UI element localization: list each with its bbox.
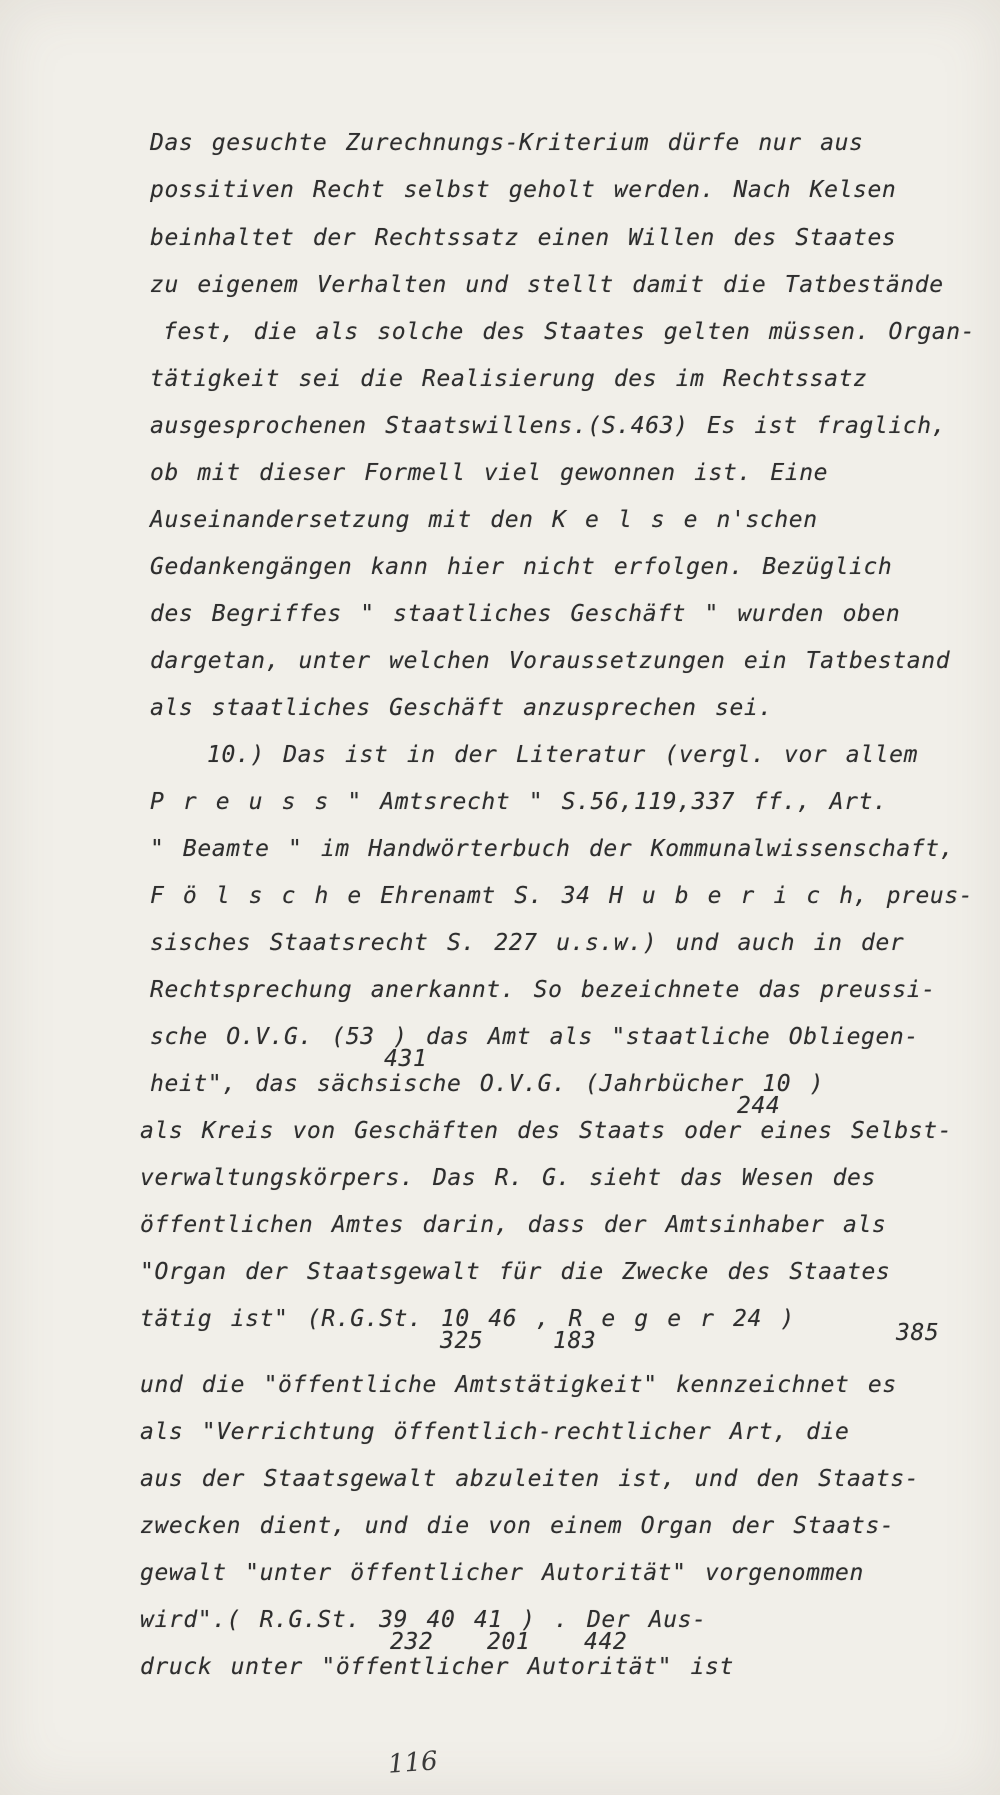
text-line: F ö l s c h e Ehrenamt S. 34 H u b e r i c h, preus- [150,883,974,909]
text-line: ob mit dieser Formell viel gewonnen ist. Eine [150,460,829,486]
text-line: zu eigenem Verhalten und stellt damit die Tatbestände [150,272,944,298]
text-line: Das gesuchte Zurechnungs-Kriterium dürfe nur aus [150,130,864,156]
text-line: aus der Staatsgewalt abzuleiten ist, und den Staats- [140,1466,920,1492]
text-line: 10.) Das ist in der Literatur (vergl. vor allem [207,742,919,768]
text-line: tätigkeit sei die Realisierung des im Rechtssatz [150,366,868,392]
citation-subscript: 442 [584,1629,628,1655]
handwritten-page-number: 116 [387,1746,439,1780]
text-line: als staatliches Geschäft anzusprechen sei. [150,695,773,721]
text-line: sisches Staatsrecht S. 227 u.s.w.) und auch in der [150,930,905,956]
citation-subscript: 183 [553,1328,597,1354]
text-line: Auseinandersetzung mit den K e l s e n'schen [150,507,818,533]
text-line: dargetan, unter welchen Voraussetzungen ein Tatbestand [150,648,951,674]
citation-subscript: 201 [487,1629,531,1655]
text-line: druck unter "öffentlicher Autorität" ist [140,1654,734,1680]
citation-subscript: 385 [896,1320,940,1346]
text-line: als Kreis von Geschäften des Staats oder eines Selbst- [140,1118,953,1144]
text-line: und die "öffentliche Amtstätigkeit" kennzeichnet es [140,1372,897,1398]
text-line: possitiven Recht selbst geholt werden. Nach Kelsen [150,177,897,203]
text-line: P r e u s s " Amtsrecht " S.56,119,337 ff., Art. [150,789,888,815]
text-line: gewalt "unter öffentlicher Autorität" vorgenommen [140,1560,864,1586]
citation-subscript: 325 [440,1328,484,1354]
text-line: des Begriffes " staatliches Geschäft " wurden oben [150,601,901,627]
text-line: fest, die als solche des Staates gelten müssen. Organ- [163,319,976,345]
citation-subscript: 431 [384,1046,428,1072]
text-line: tätig ist" (R.G.St. 10 46 , R e g e r 24 ) [140,1306,795,1332]
citation-subscript: 232 [390,1629,434,1655]
text-line: " Beamte " im Handwörterbuch der Kommunalwissenschaft, [150,836,955,862]
text-line: Rechtsprechung anerkannt. So bezeichnete das preussi- [150,977,936,1003]
text-line: öffentlichen Amtes darin, dass der Amtsinhaber als [140,1212,887,1238]
text-line: als "Verrichtung öffentlich-rechtlicher Art, die [140,1419,850,1445]
text-line: "Organ der Staatsgewalt für die Zwecke des Staates [140,1259,891,1285]
text-line: Gedankengängen kann hier nicht erfolgen. Bezüglich [150,554,893,580]
text-line: ausgesprochenen Staatswillens.(S.463) Es ist fraglich, [150,413,947,439]
text-line: sche O.V.G. (53 ) das Amt als "staatliche Obliegen- [150,1024,919,1050]
text-line: wird".( R.G.St. 39 40 41 ) . Der Aus- [140,1607,707,1633]
text-line: beinhaltet der Rechtssatz einen Willen des Staates [150,225,897,251]
citation-subscript: 244 [737,1093,781,1119]
text-line: zwecken dient, und die von einem Organ der Staats- [140,1513,895,1539]
text-line: heit", das sächsische O.V.G. (Jahrbücher 10 ) [150,1071,825,1097]
text-line: verwaltungskörpers. Das R. G. sieht das Wesen des [140,1165,876,1191]
